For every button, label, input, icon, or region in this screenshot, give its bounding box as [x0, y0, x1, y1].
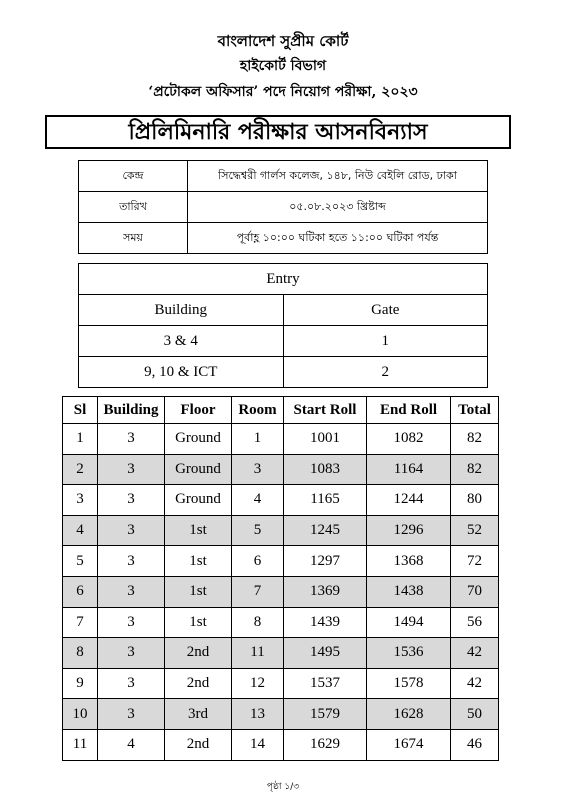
- col-sl: Sl: [63, 397, 98, 424]
- cell-end-roll: 1296: [367, 515, 451, 546]
- seat-plan-banner: প্রিলিমিনারি পরীক্ষার আসনবিন্যাস: [45, 115, 511, 149]
- col-end-roll: End Roll: [367, 397, 451, 424]
- cell-floor: 1st: [165, 515, 232, 546]
- cell-start-roll: 1001: [284, 424, 367, 455]
- cell-start-roll: 1439: [284, 607, 367, 638]
- table-row: [63, 546, 499, 577]
- cell-end-roll: 1438: [367, 576, 451, 607]
- room-allocation-table: [62, 396, 499, 761]
- date-value: ০৫.০৮.২০২৩ খ্রিষ্টাব্দ: [188, 192, 488, 223]
- table-row: [63, 668, 499, 699]
- cell-building: 3: [98, 699, 165, 730]
- entry-col-gate: Gate: [283, 295, 488, 326]
- table-row: [63, 454, 499, 485]
- entry-row: [79, 326, 488, 357]
- cell-total: 70: [451, 576, 499, 607]
- cell-total: 80: [451, 485, 499, 516]
- center-row: [79, 161, 488, 192]
- cell-room: 4: [232, 485, 284, 516]
- table-row: [63, 638, 499, 669]
- cell-room: 5: [232, 515, 284, 546]
- cell-sl: 11: [63, 729, 98, 760]
- cell-end-roll: 1244: [367, 485, 451, 516]
- center-value: সিদ্ধেশ্বরী গার্লস কলেজ, ১৪৮, নিউ বেইলি রোড, ঢাকা: [188, 161, 488, 192]
- cell-start-roll: 1537: [284, 668, 367, 699]
- cell-end-roll: 1628: [367, 699, 451, 730]
- cell-end-roll: 1578: [367, 668, 451, 699]
- cell-floor: 1st: [165, 607, 232, 638]
- center-label: কেন্দ্র: [79, 161, 188, 192]
- table-row: [63, 485, 499, 516]
- time-row: [79, 223, 488, 254]
- table-row: [63, 576, 499, 607]
- col-room: Room: [232, 397, 284, 424]
- cell-building: 3: [98, 668, 165, 699]
- cell-room: 1: [232, 424, 284, 455]
- cell-end-roll: 1164: [367, 454, 451, 485]
- date-row: [79, 192, 488, 223]
- cell-building: 3: [98, 485, 165, 516]
- cell-room: 14: [232, 729, 284, 760]
- cell-building: 3: [98, 576, 165, 607]
- exam-title: ‘প্রটোকল অফিসার’ পদে নিয়োগ পরীক্ষা, ২০২৩: [148, 84, 418, 100]
- cell-room: 3: [232, 454, 284, 485]
- cell-total: 52: [451, 515, 499, 546]
- cell-sl: 2: [63, 454, 98, 485]
- time-label: সময়: [79, 223, 188, 254]
- cell-building: 3: [98, 515, 165, 546]
- cell-sl: 3: [63, 485, 98, 516]
- cell-floor: 1st: [165, 546, 232, 577]
- cell-total: 42: [451, 668, 499, 699]
- cell-start-roll: 1629: [284, 729, 367, 760]
- cell-start-roll: 1245: [284, 515, 367, 546]
- cell-total: 56: [451, 607, 499, 638]
- entry-title: Entry: [79, 264, 488, 295]
- cell-room: 13: [232, 699, 284, 730]
- entry-building: 9, 10 & ICT: [79, 357, 284, 388]
- cell-start-roll: 1579: [284, 699, 367, 730]
- page-number: পৃষ্ঠা ১/৩: [266, 782, 300, 792]
- cell-sl: 9: [63, 668, 98, 699]
- cell-building: 3: [98, 454, 165, 485]
- cell-total: 46: [451, 729, 499, 760]
- cell-total: 50: [451, 699, 499, 730]
- cell-floor: 2nd: [165, 668, 232, 699]
- cell-building: 3: [98, 424, 165, 455]
- table-row: [63, 699, 499, 730]
- entry-table: [78, 263, 488, 388]
- cell-room: 12: [232, 668, 284, 699]
- exam-info-table: [78, 160, 488, 254]
- cell-room: 6: [232, 546, 284, 577]
- cell-start-roll: 1165: [284, 485, 367, 516]
- col-total: Total: [451, 397, 499, 424]
- cell-start-roll: 1083: [284, 454, 367, 485]
- col-start-roll: Start Roll: [284, 397, 367, 424]
- cell-end-roll: 1674: [367, 729, 451, 760]
- entry-gate: 1: [283, 326, 488, 357]
- cell-sl: 6: [63, 576, 98, 607]
- col-building: Building: [98, 397, 165, 424]
- cell-floor: Ground: [165, 424, 232, 455]
- cell-sl: 10: [63, 699, 98, 730]
- cell-total: 82: [451, 424, 499, 455]
- cell-floor: 3rd: [165, 699, 232, 730]
- table-row: [63, 424, 499, 455]
- cell-end-roll: 1494: [367, 607, 451, 638]
- cell-room: 11: [232, 638, 284, 669]
- cell-building: 3: [98, 607, 165, 638]
- cell-building: 3: [98, 546, 165, 577]
- cell-floor: Ground: [165, 485, 232, 516]
- cell-floor: 2nd: [165, 638, 232, 669]
- cell-sl: 5: [63, 546, 98, 577]
- table-row: [63, 607, 499, 638]
- cell-room: 7: [232, 576, 284, 607]
- cell-room: 8: [232, 607, 284, 638]
- cell-sl: 4: [63, 515, 98, 546]
- cell-start-roll: 1369: [284, 576, 367, 607]
- cell-end-roll: 1368: [367, 546, 451, 577]
- cell-sl: 7: [63, 607, 98, 638]
- cell-end-roll: 1536: [367, 638, 451, 669]
- court-name: বাংলাদেশ সুপ্রীম কোর্ট: [217, 32, 349, 50]
- cell-total: 82: [451, 454, 499, 485]
- room-table-header: [63, 397, 499, 424]
- cell-floor: 2nd: [165, 729, 232, 760]
- date-label: তারিখ: [79, 192, 188, 223]
- cell-floor: 1st: [165, 576, 232, 607]
- entry-col-building: Building: [79, 295, 284, 326]
- cell-total: 72: [451, 546, 499, 577]
- table-row: [63, 515, 499, 546]
- time-value: পূর্বাহ্ণ ১০:০০ ঘটিকা হতে ১১:০০ ঘটিকা পর্যন্ত: [188, 223, 488, 254]
- cell-sl: 8: [63, 638, 98, 669]
- cell-end-roll: 1082: [367, 424, 451, 455]
- cell-start-roll: 1297: [284, 546, 367, 577]
- cell-total: 42: [451, 638, 499, 669]
- col-floor: Floor: [165, 397, 232, 424]
- table-row: [63, 729, 499, 760]
- cell-building: 4: [98, 729, 165, 760]
- cell-sl: 1: [63, 424, 98, 455]
- entry-gate: 2: [283, 357, 488, 388]
- cell-start-roll: 1495: [284, 638, 367, 669]
- division-name: হাইকোর্ট বিভাগ: [239, 58, 327, 74]
- entry-building: 3 & 4: [79, 326, 284, 357]
- entry-row: [79, 357, 488, 388]
- cell-floor: Ground: [165, 454, 232, 485]
- cell-building: 3: [98, 638, 165, 669]
